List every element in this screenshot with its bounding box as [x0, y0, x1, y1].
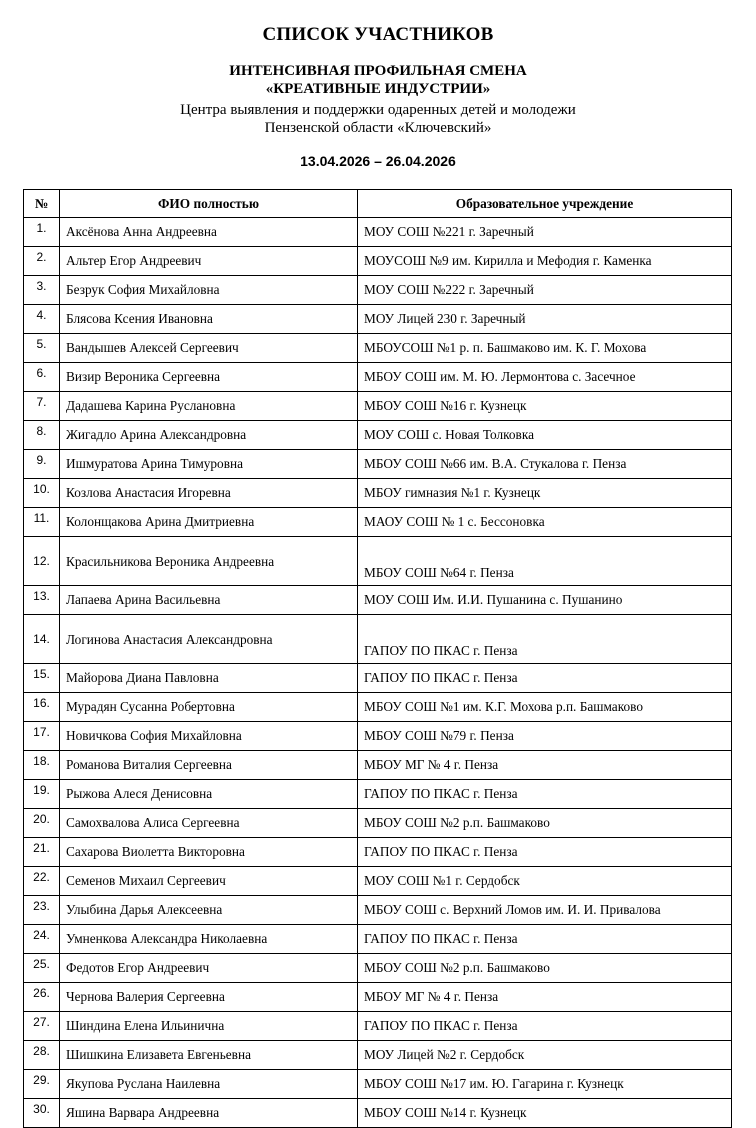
participant-name: Романова Виталия Сергеевна: [60, 751, 358, 780]
participant-name: Яшина Варвара Андреевна: [60, 1099, 358, 1128]
row-number: 28.: [24, 1041, 60, 1070]
school-name: МБОУ СОШ №16 г. Кузнецк: [358, 392, 732, 421]
row-number: 29.: [24, 1070, 60, 1099]
row-number: 17.: [24, 722, 60, 751]
row-number: 18.: [24, 751, 60, 780]
participant-name: Альтер Егор Андреевич: [60, 247, 358, 276]
row-number: 11.: [24, 508, 60, 537]
school-name: МБОУ СОШ №14 г. Кузнецк: [358, 1099, 732, 1128]
row-number: 22.: [24, 867, 60, 896]
column-header-number: №: [24, 190, 60, 218]
row-number: 3.: [24, 276, 60, 305]
column-header-school: Образовательное учреждение: [358, 190, 732, 218]
row-number: 8.: [24, 421, 60, 450]
table-row: [24, 1070, 732, 1099]
school-name: МБОУ СОШ №2 р.п. Башмаково: [358, 809, 732, 838]
participant-name: Козлова Анастасия Игоревна: [60, 479, 358, 508]
school-name: МБОУ СОШ №2 р.п. Башмаково: [358, 954, 732, 983]
school-name: МБОУ СОШ №66 им. В.А. Стукалова г. Пенза: [358, 450, 732, 479]
row-number: 15.: [24, 664, 60, 693]
table-row: [24, 392, 732, 421]
school-name: МАОУ СОШ № 1 с. Бессоновка: [358, 508, 732, 537]
school-name: МБОУ СОШ №79 г. Пенза: [358, 722, 732, 751]
participant-name: Чернова Валерия Сергеевна: [60, 983, 358, 1012]
school-name: МОУ СОШ №222 г. Заречный: [358, 276, 732, 305]
participant-name: Семенов Михаил Сергеевич: [60, 867, 358, 896]
table-row: [24, 421, 732, 450]
row-number: 9.: [24, 450, 60, 479]
row-number: 10.: [24, 479, 60, 508]
row-number: 5.: [24, 334, 60, 363]
table-row: [24, 450, 732, 479]
program-title-line2: «КРЕАТИВНЫЕ ИНДУСТРИИ»: [265, 81, 491, 97]
school-name: МОУ СОШ №1 г. Сердобск: [358, 867, 732, 896]
participant-name: Вандышев Алексей Сергеевич: [60, 334, 358, 363]
participant-name: Безрук София Михайловна: [60, 276, 358, 305]
participant-name: Федотов Егор Андреевич: [60, 954, 358, 983]
participants-table: [23, 189, 732, 1128]
table-row: [24, 867, 732, 896]
table-row: [24, 537, 732, 586]
table-header-row: [24, 190, 732, 218]
participant-name: Рыжова Алеся Денисовна: [60, 780, 358, 809]
participant-name: Логинова Анастасия Александровна: [60, 615, 358, 664]
school-name: МБОУ СОШ №17 им. Ю. Гагарина г. Кузнецк: [358, 1070, 732, 1099]
school-name: МБОУСОШ №1 р. п. Башмаково им. К. Г. Мохова: [358, 334, 732, 363]
program-title-line1: ИНТЕНСИВНАЯ ПРОФИЛЬНАЯ СМЕНА: [229, 63, 527, 79]
school-name: МБОУ МГ № 4 г. Пенза: [358, 983, 732, 1012]
table-row: [24, 218, 732, 247]
participant-name: Блясова Ксения Ивановна: [60, 305, 358, 334]
school-name: МБОУ гимназия №1 г. Кузнецк: [358, 479, 732, 508]
participant-name: Новичкова София Михайловна: [60, 722, 358, 751]
participant-name: Аксёнова Анна Андреевна: [60, 218, 358, 247]
table-row: [24, 247, 732, 276]
row-number: 27.: [24, 1012, 60, 1041]
school-name: ГАПОУ ПО ПКАС г. Пенза: [358, 925, 732, 954]
participant-name: Визир Вероника Сергеевна: [60, 363, 358, 392]
table-row: [24, 305, 732, 334]
participant-name: Майорова Диана Павловна: [60, 664, 358, 693]
row-number: 21.: [24, 838, 60, 867]
participant-name: Лапаева Арина Васильевна: [60, 586, 358, 615]
school-name: МБОУ СОШ №1 им. К.Г. Мохова р.п. Башмаково: [358, 693, 732, 722]
table-row: [24, 615, 732, 664]
participant-name: Дадашева Карина Руслановна: [60, 392, 358, 421]
table-row: [24, 1012, 732, 1041]
table-row: [24, 1041, 732, 1070]
school-name: МБОУ СОШ №64 г. Пенза: [358, 537, 732, 586]
row-number: 12.: [24, 537, 60, 586]
participant-name: Шиндина Елена Ильинична: [60, 1012, 358, 1041]
table-row: [24, 276, 732, 305]
table-row: [24, 664, 732, 693]
table-row: [24, 334, 732, 363]
school-name: МОУ Лицей 230 г. Заречный: [358, 305, 732, 334]
table-row: [24, 751, 732, 780]
participant-name: Ишмуратова Арина Тимуровна: [60, 450, 358, 479]
school-name: ГАПОУ ПО ПКАС г. Пенза: [358, 838, 732, 867]
school-name: МОУСОШ №9 им. Кирилла и Мефодия г. Каменка: [358, 247, 732, 276]
school-name: МБОУ СОШ с. Верхний Ломов им. И. И. Привалова: [358, 896, 732, 925]
column-header-name: ФИО полностью: [60, 190, 358, 218]
row-number: 14.: [24, 615, 60, 664]
table-row: [24, 722, 732, 751]
row-number: 26.: [24, 983, 60, 1012]
row-number: 25.: [24, 954, 60, 983]
table-row: [24, 896, 732, 925]
table-row: [24, 586, 732, 615]
school-name: ГАПОУ ПО ПКАС г. Пенза: [358, 1012, 732, 1041]
table-row: [24, 508, 732, 537]
organization-line1: Центра выявления и поддержки одаренных детей и молодежи: [180, 102, 576, 118]
participant-name: Мурадян Сусанна Робертовна: [60, 693, 358, 722]
organization-line2: Пензенской области «Ключевский»: [264, 120, 492, 136]
participant-name: Самохвалова Алиса Сергеевна: [60, 809, 358, 838]
table-row: [24, 479, 732, 508]
school-name: МОУ СОШ с. Новая Толковка: [358, 421, 732, 450]
row-number: 4.: [24, 305, 60, 334]
row-number: 19.: [24, 780, 60, 809]
row-number: 24.: [24, 925, 60, 954]
participant-name: Сахарова Виолетта Викторовна: [60, 838, 358, 867]
document-title: СПИСОК УЧАСТНИКОВ: [262, 24, 494, 45]
row-number: 2.: [24, 247, 60, 276]
row-number: 30.: [24, 1099, 60, 1128]
participant-name: Колонщакова Арина Дмитриевна: [60, 508, 358, 537]
row-number: 6.: [24, 363, 60, 392]
participant-name: Жигадло Арина Александровна: [60, 421, 358, 450]
table-row: [24, 954, 732, 983]
date-range: 13.04.2026 – 26.04.2026: [300, 153, 456, 169]
school-name: ГАПОУ ПО ПКАС г. Пенза: [358, 780, 732, 809]
table-row: [24, 838, 732, 867]
row-number: 23.: [24, 896, 60, 925]
school-name: МБОУ СОШ им. М. Ю. Лермонтова с. Засечное: [358, 363, 732, 392]
table-row: [24, 693, 732, 722]
row-number: 7.: [24, 392, 60, 421]
school-name: МОУ Лицей №2 г. Сердобск: [358, 1041, 732, 1070]
participant-name: Улыбина Дарья Алексеевна: [60, 896, 358, 925]
row-number: 16.: [24, 693, 60, 722]
row-number: 13.: [24, 586, 60, 615]
participant-name: Якупова Руслана Наилевна: [60, 1070, 358, 1099]
table-row: [24, 983, 732, 1012]
participant-name: Шишкина Елизавета Евгеньевна: [60, 1041, 358, 1070]
table-body: [24, 218, 732, 1128]
participant-name: Умненкова Александра Николаевна: [60, 925, 358, 954]
table-row: [24, 363, 732, 392]
school-name: МОУ СОШ Им. И.И. Пушанина с. Пушанино: [358, 586, 732, 615]
table-row: [24, 809, 732, 838]
table-row: [24, 925, 732, 954]
school-name: ГАПОУ ПО ПКАС г. Пенза: [358, 615, 732, 664]
school-name: МОУ СОШ №221 г. Заречный: [358, 218, 732, 247]
row-number: 20.: [24, 809, 60, 838]
school-name: МБОУ МГ № 4 г. Пенза: [358, 751, 732, 780]
school-name: ГАПОУ ПО ПКАС г. Пенза: [358, 664, 732, 693]
table-row: [24, 780, 732, 809]
table-row: [24, 1099, 732, 1128]
row-number: 1.: [24, 218, 60, 247]
participant-name: Красильникова Вероника Андреевна: [60, 537, 358, 586]
